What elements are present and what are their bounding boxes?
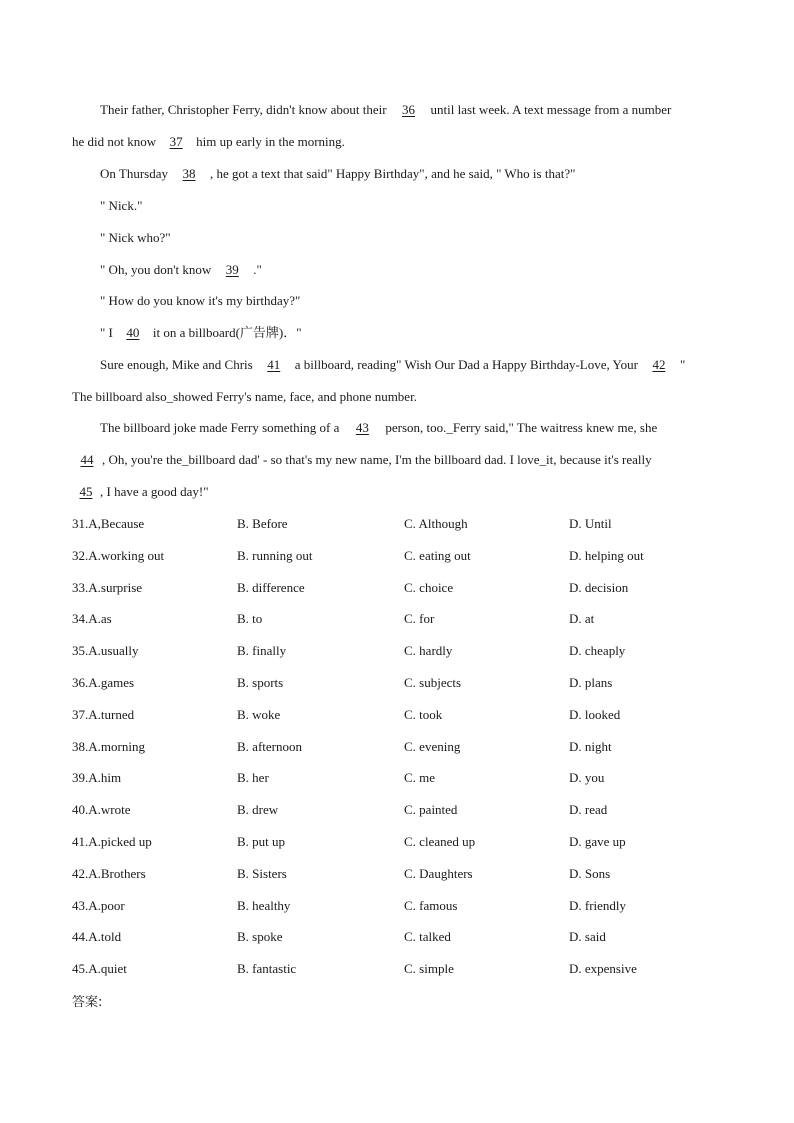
- passage-line-5: [72, 388, 724, 406]
- option-row: [72, 547, 724, 579]
- passage-line-3: [100, 165, 724, 183]
- text: Sure enough, Mike and Chris: [100, 357, 253, 372]
- blank-45: 45: [79, 484, 93, 499]
- text: ": [679, 357, 686, 372]
- text: " Nick.": [100, 198, 143, 213]
- option-a: 35.A.usually: [72, 643, 139, 659]
- blank-37: 37: [169, 134, 183, 149]
- option-d: D. looked: [569, 706, 621, 722]
- blank-43: 43: [355, 420, 369, 435]
- passage-line-7: [72, 451, 724, 469]
- text: he did not know: [72, 134, 157, 149]
- text: " Oh, you don't know: [100, 262, 212, 277]
- blank-38: 38: [182, 166, 196, 181]
- option-b: B. drew: [237, 802, 279, 818]
- option-d: D. night: [569, 738, 612, 754]
- text: , I have a good day!": [100, 484, 209, 499]
- option-c: C. painted: [404, 802, 458, 818]
- option-row: [72, 706, 724, 738]
- option-d: D. decision: [569, 579, 629, 595]
- text: .": [253, 262, 262, 277]
- passage-line-6: [100, 419, 724, 437]
- text: " Nick who?": [100, 230, 171, 245]
- option-c: C. for: [404, 611, 435, 627]
- option-a: 41.A.picked up: [72, 833, 152, 849]
- option-row: [72, 897, 724, 929]
- option-row: [72, 928, 724, 960]
- option-b: B. Before: [237, 516, 288, 531]
- option-row: [72, 960, 724, 992]
- option-c: C. hardly: [404, 643, 453, 659]
- blank-39: 39: [225, 262, 239, 277]
- option-row: [72, 610, 724, 642]
- option-a: 33.A.surprise: [72, 579, 143, 595]
- option-row: [72, 738, 724, 770]
- option-d: D. read: [569, 802, 608, 818]
- passage-line-4: [100, 356, 724, 374]
- option-c: C. choice: [404, 579, 454, 595]
- option-d: D. plans: [569, 674, 613, 690]
- blank-44: 44: [80, 452, 94, 467]
- option-a: 39.A.him: [72, 770, 122, 786]
- option-row: [72, 833, 724, 865]
- option-row: [72, 674, 724, 706]
- dialogue-line-2: [100, 229, 724, 247]
- option-d: D. expensive: [569, 961, 637, 977]
- dialogue-line-5: [100, 324, 724, 342]
- passage-line-8: [72, 483, 724, 501]
- option-c: C. subjects: [404, 674, 462, 690]
- text: it on a billboard(广告牌)．": [152, 325, 302, 340]
- text: , he got a text that said" Happy Birthday", and he said, " Who is that?": [210, 166, 576, 181]
- passage-line-2: [72, 133, 724, 151]
- option-d: D. cheaply: [569, 643, 626, 659]
- text: a billboard, reading" Wish Our Dad a Happy Birthday-Love, Your: [294, 357, 638, 372]
- option-b: B. her: [237, 770, 269, 786]
- option-d: D. at: [569, 611, 595, 627]
- option-b: B. put up: [237, 833, 286, 849]
- answer-label: 答案:: [72, 995, 103, 1010]
- option-a: 38.A.morning: [72, 738, 145, 754]
- text: him up early in the morning.: [196, 134, 345, 149]
- option-d: D. Until: [569, 516, 612, 531]
- option-row: [72, 515, 724, 547]
- option-a: 45.A.quiet: [72, 961, 127, 977]
- option-d: D. Sons: [569, 865, 611, 881]
- option-row: [72, 865, 724, 897]
- option-c: C. Daughters: [404, 865, 473, 881]
- option-b: B. spoke: [237, 929, 283, 945]
- option-c: C. evening: [404, 738, 461, 754]
- text: until last week. A text message from a number: [430, 102, 672, 117]
- option-a: 44.A.told: [72, 929, 122, 945]
- text: person, too._Ferry said," The waitress knew me, she: [385, 420, 658, 435]
- option-a: 37.A.turned: [72, 706, 135, 722]
- option-c: C. eating out: [404, 547, 471, 563]
- dialogue-line-4: [100, 292, 724, 310]
- option-b: B. healthy: [237, 897, 291, 913]
- option-a: 31.A,Because: [72, 516, 145, 531]
- option-b: B. woke: [237, 706, 281, 722]
- option-b: B. finally: [237, 643, 287, 659]
- option-b: B. fantastic: [237, 961, 297, 977]
- option-a: 32.A.working out: [72, 547, 165, 563]
- option-a: 40.A.wrote: [72, 802, 131, 818]
- option-a: 42.A.Brothers: [72, 865, 146, 881]
- option-b: B. afternoon: [237, 738, 302, 754]
- option-c: C. talked: [404, 929, 451, 945]
- option-row: [72, 579, 724, 611]
- option-a: 36.A.games: [72, 674, 135, 690]
- text: On Thursday: [100, 166, 169, 181]
- option-c: C. me: [404, 770, 436, 786]
- text: , Oh, you're the_billboard dad' - so that's my new name, I'm the billboard dad. I love_it, because it's really: [102, 452, 652, 467]
- option-d: D. gave up: [569, 833, 626, 849]
- option-row: [72, 801, 724, 833]
- option-d: D. helping out: [569, 547, 644, 563]
- text: The billboard also_showed Ferry's name, face, and phone number.: [72, 389, 417, 404]
- options-list: [72, 515, 724, 992]
- option-row: [72, 642, 724, 674]
- option-a: 34.A.as: [72, 611, 112, 627]
- option-a: 43.A.poor: [72, 897, 125, 913]
- option-b: B. to: [237, 611, 263, 627]
- text: " I: [100, 325, 113, 340]
- option-row: [72, 769, 724, 801]
- option-c: C. took: [404, 706, 443, 722]
- dialogue-line-3: [100, 261, 724, 279]
- option-b: B. Sisters: [237, 865, 287, 881]
- text: Their father, Christopher Ferry, didn't know about their: [100, 102, 387, 117]
- text: The billboard joke made Ferry something of a: [100, 420, 340, 435]
- option-b: B. running out: [237, 547, 313, 563]
- blank-36: 36: [402, 102, 416, 117]
- dialogue-line-1: [100, 197, 724, 215]
- option-d: D. you: [569, 770, 605, 786]
- blank-40: 40: [126, 325, 140, 340]
- option-d: D. friendly: [569, 897, 627, 913]
- text: " How do you know it's my birthday?": [100, 293, 301, 308]
- option-c: C. cleaned up: [404, 833, 476, 849]
- option-b: B. sports: [237, 674, 284, 690]
- blank-42: 42: [652, 357, 666, 372]
- option-c: C. Although: [404, 516, 468, 531]
- passage-line-1: [100, 101, 724, 119]
- option-b: B. difference: [237, 579, 305, 595]
- blank-41: 41: [267, 357, 281, 372]
- option-d: D. said: [569, 929, 606, 945]
- option-c: C. famous: [404, 897, 458, 913]
- option-c: C. simple: [404, 961, 454, 977]
